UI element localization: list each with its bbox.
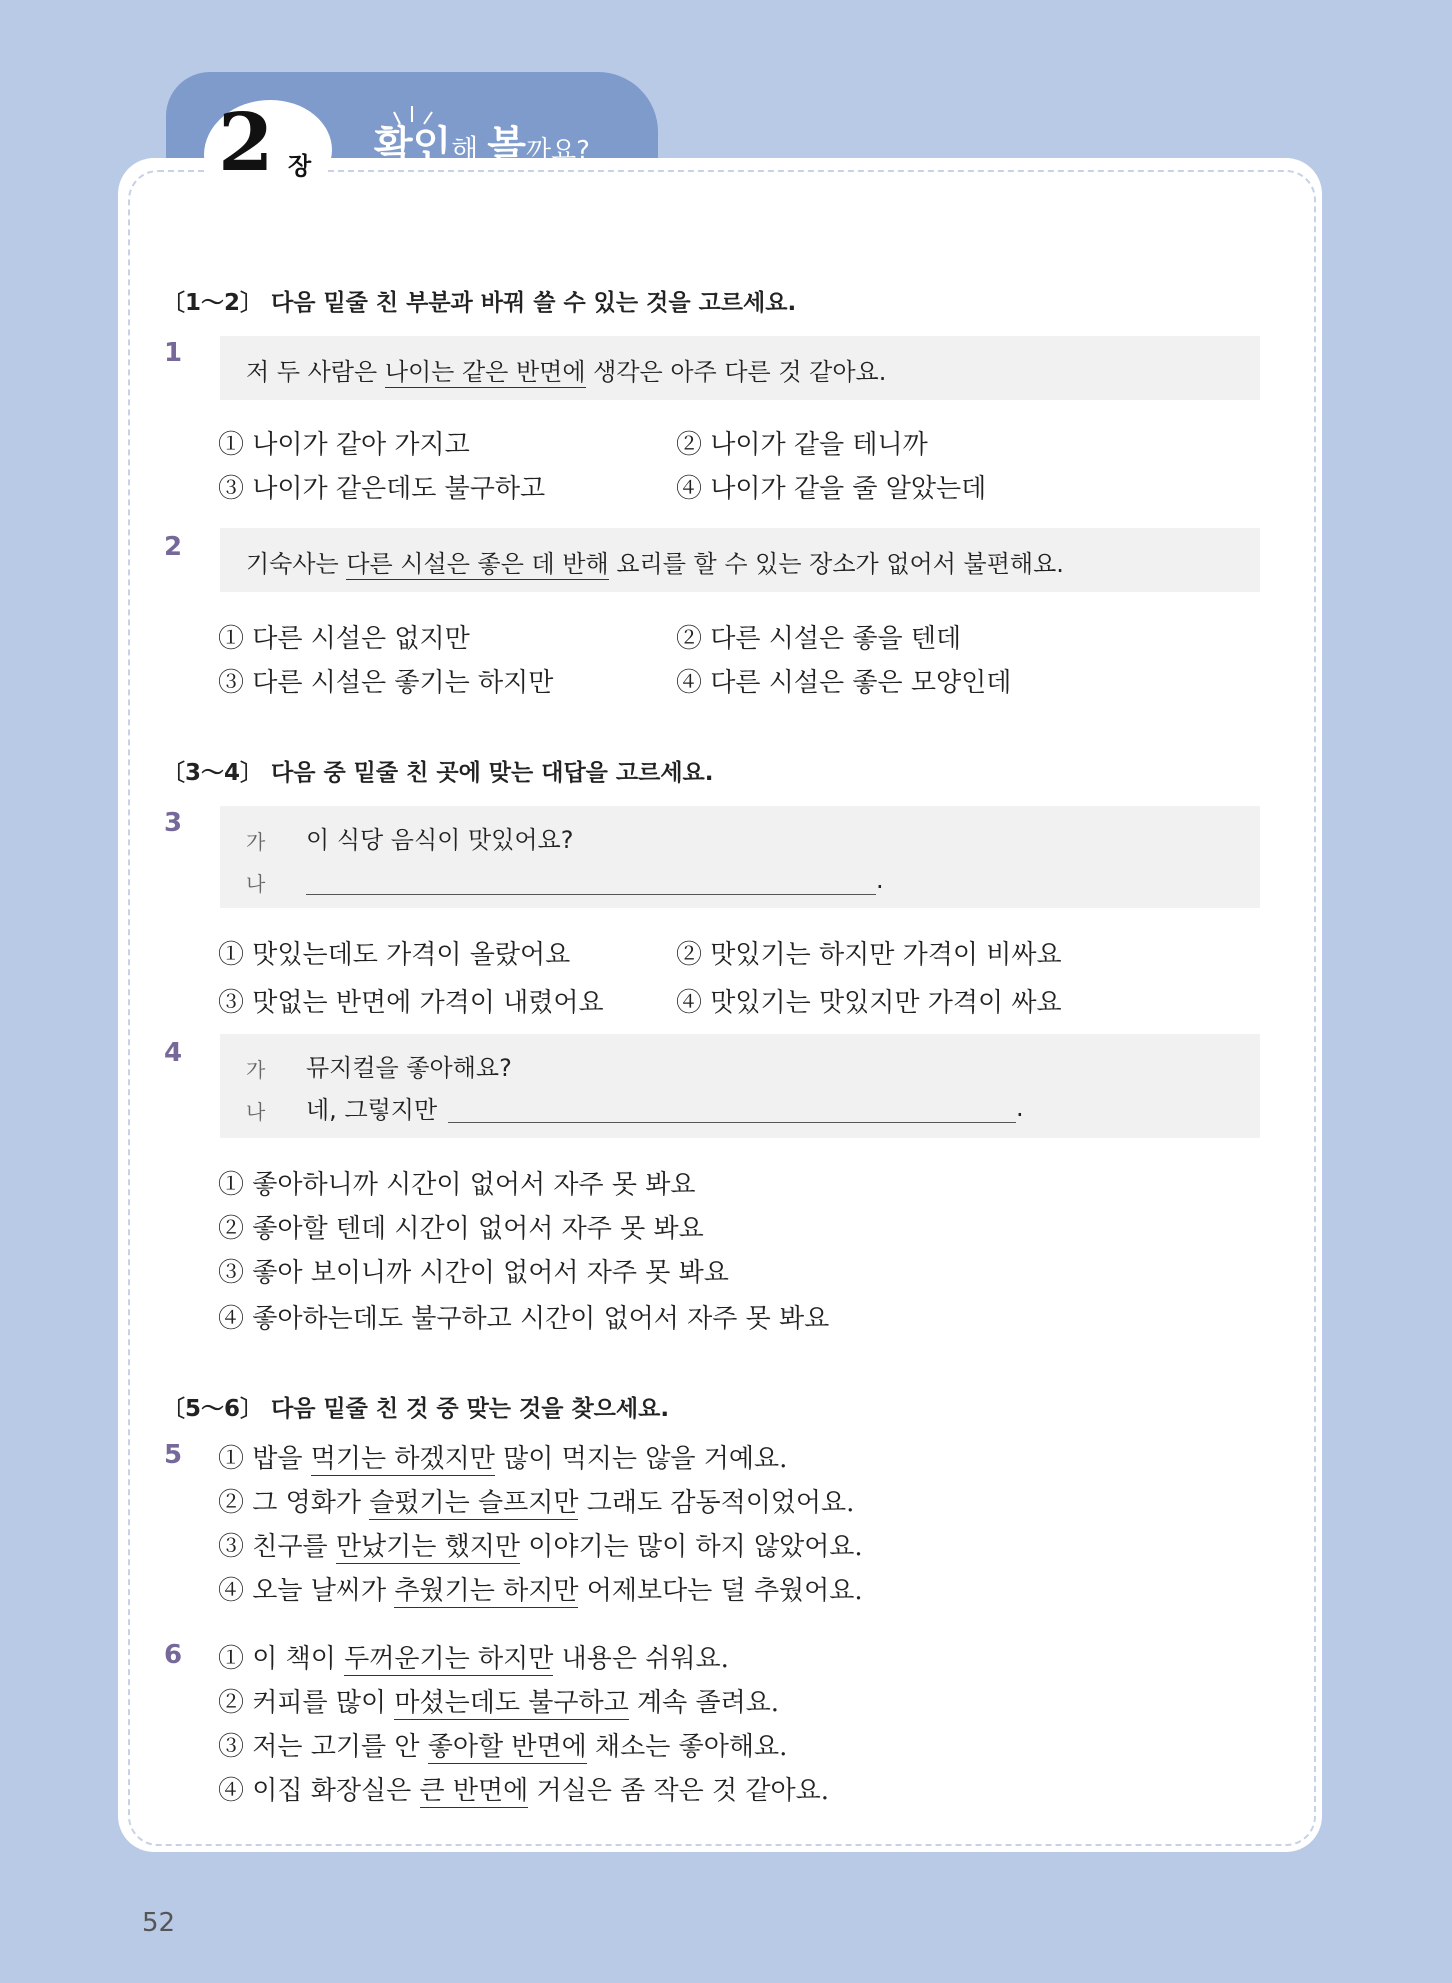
chapter-suffix: 장	[288, 152, 312, 180]
question-number-2: 2	[164, 532, 183, 562]
option-6-2[interactable]: ② 커피를 많이 마셨는데도 불구하고 계속 졸려요.	[218, 1688, 780, 1718]
option-3-3[interactable]: ③ 맛없는 반면에 가격이 내렸어요	[218, 988, 604, 1018]
sentence-period: .	[1016, 1094, 1024, 1122]
option-5-1[interactable]: ① 밥을 먹기는 하겠지만 많이 먹지는 않을 거예요.	[218, 1444, 788, 1474]
option-4-2[interactable]: ② 좋아할 텐데 시간이 없어서 자주 못 봐요	[218, 1214, 704, 1244]
option-2-4[interactable]: ④ 다른 시설은 좋은 모양인데	[676, 668, 1012, 698]
option-6-3[interactable]: ③ 저는 고기를 안 좋아할 반면에 채소는 좋아해요.	[218, 1732, 788, 1762]
page-number: 52	[142, 1908, 176, 1938]
speaker-label-b: 나	[246, 872, 266, 896]
underlined-phrase: 좋아할 반면에	[427, 1732, 587, 1762]
option-4-1[interactable]: ① 좋아하니까 시간이 없어서 자주 못 봐요	[218, 1170, 696, 1200]
option-2-1[interactable]: ① 다른 시설은 없지만	[218, 624, 470, 654]
option-5-4[interactable]: ④ 오늘 날씨가 추웠기는 하지만 어제보다는 덜 추웠어요.	[218, 1576, 863, 1606]
underlined-phrase: 큰 반면에	[419, 1776, 529, 1806]
section-instruction-2: 〔3～4〕 다음 중 밑줄 친 곳에 맞는 대답을 고르세요.	[162, 760, 714, 786]
option-3-2[interactable]: ② 맛있기는 하지만 가격이 비싸요	[676, 940, 1062, 970]
option-6-1[interactable]: ① 이 책이 두꺼운기는 하지만 내용은 쉬워요.	[218, 1644, 729, 1674]
underlined-phrase: 마셨는데도 불구하고	[394, 1688, 629, 1718]
question-sentence-1: 저 두 사람은 나이는 같은 반면에 생각은 아주 다른 것 같아요.	[246, 358, 887, 386]
underlined-phrase: 슬펐기는 슬프지만	[369, 1488, 579, 1518]
question-box-4	[220, 1034, 1260, 1138]
option-1-3[interactable]: ③ 나이가 같은데도 불구하고	[218, 474, 546, 504]
question-number-5: 5	[164, 1440, 183, 1470]
question-box-3	[220, 806, 1260, 908]
option-1-4[interactable]: ④ 나이가 같을 줄 알았는데	[676, 474, 987, 504]
question-sentence-2: 기숙사는 다른 시설은 좋은 데 반해 요리를 할 수 있는 장소가 없어서 불편해요.	[246, 550, 1064, 578]
option-3-1[interactable]: ① 맛있는데도 가격이 올랐어요	[218, 940, 571, 970]
option-1-1[interactable]: ① 나이가 같아 가지고	[218, 430, 470, 460]
option-4-3[interactable]: ③ 좋아 보이니까 시간이 없어서 자주 못 봐요	[218, 1258, 729, 1288]
option-2-3[interactable]: ③ 다른 시설은 좋기는 하지만	[218, 668, 554, 698]
chapter-number: 2	[218, 95, 274, 189]
section-instruction-1: 〔1～2〕 다음 밑줄 친 부분과 바꿔 쓸 수 있는 것을 고르세요.	[162, 290, 797, 316]
option-4-4[interactable]: ④ 좋아하는데도 불구하고 시간이 없어서 자주 못 봐요	[218, 1304, 830, 1334]
option-5-3[interactable]: ③ 친구를 만났기는 했지만 이야기는 많이 하지 않았어요.	[218, 1532, 863, 1562]
speaker-label-a: 가	[246, 1058, 266, 1082]
question-box-2	[220, 528, 1260, 592]
underlined-phrase: 먹기는 하겠지만	[310, 1444, 495, 1474]
question-number-6: 6	[164, 1640, 183, 1670]
answer-blank[interactable]	[306, 894, 876, 895]
dialogue-line-a: 뮤지컬을 좋아해요?	[306, 1054, 512, 1082]
underlined-phrase: 추웠기는 하지만	[394, 1576, 579, 1606]
speaker-label-b: 나	[246, 1100, 266, 1124]
underlined-phrase: 두꺼운기는 하지만	[344, 1644, 554, 1674]
option-2-2[interactable]: ② 다른 시설은 좋을 텐데	[676, 624, 962, 654]
option-3-4[interactable]: ④ 맛있기는 맛있지만 가격이 싸요	[676, 988, 1062, 1018]
section-instruction-3: 〔5～6〕 다음 밑줄 친 것 중 맞는 것을 찾으세요.	[162, 1396, 670, 1422]
underlined-phrase: 다른 시설은 좋은 데 반해	[346, 550, 609, 578]
option-5-2[interactable]: ② 그 영화가 슬펐기는 슬프지만 그래도 감동적이었어요.	[218, 1488, 855, 1518]
option-6-4[interactable]: ④ 이집 화장실은 큰 반면에 거실은 좀 작은 것 같아요.	[218, 1776, 829, 1806]
underlined-phrase: 나이는 같은 반면에	[384, 358, 586, 386]
question-number-1: 1	[164, 338, 183, 368]
answer-blank[interactable]	[448, 1122, 1016, 1123]
underlined-phrase: 만났기는 했지만	[335, 1532, 520, 1562]
question-number-4: 4	[164, 1038, 183, 1068]
option-1-2[interactable]: ② 나이가 같을 테니까	[676, 430, 928, 460]
sentence-period: .	[876, 866, 884, 894]
speaker-label-a: 가	[246, 830, 266, 854]
question-number-3: 3	[164, 808, 183, 838]
question-box-1	[220, 336, 1260, 400]
dialogue-line-b: 네, 그렇지만	[306, 1096, 438, 1124]
section-title: 확인해 볼까요?	[374, 123, 590, 169]
dialogue-line-a: 이 식당 음식이 맛있어요?	[306, 826, 574, 854]
